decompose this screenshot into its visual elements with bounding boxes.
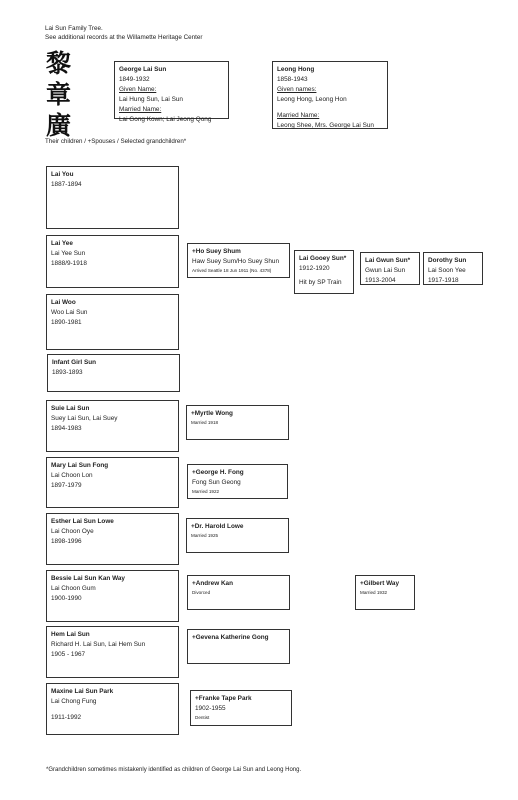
spouse-dates: 1902-1955 bbox=[195, 705, 226, 712]
mother-married: Leong Shee, Mrs. George Lai Sun bbox=[277, 122, 374, 129]
child-alt-name: Woo Lai Sun bbox=[51, 309, 88, 316]
child-name: Mary Lai Sun Fong bbox=[51, 462, 109, 469]
spouse-note: Arrived Seattle 18 Jun 1911 (No. 4378) bbox=[192, 268, 272, 273]
child-name: Esther Lai Sun Lowe bbox=[51, 518, 114, 525]
child-card bbox=[46, 166, 179, 229]
grandchild-alt-name: Gwun Lai Sun bbox=[365, 267, 406, 274]
document-header bbox=[45, 24, 203, 43]
child-name: Suie Lai Sun bbox=[51, 405, 90, 412]
child-alt-name: Richard H. Lai Sun, Lai Hem Sun bbox=[51, 641, 146, 648]
spouse-alt-name: Haw Suey Sum/Ho Suey Shun bbox=[192, 258, 280, 265]
mother-given: Leong Hong, Leong Hon bbox=[277, 96, 347, 103]
spouse-card bbox=[186, 518, 289, 553]
footnote: *Grandchildren sometimes mistakenly identified as children of George Lai Sun and Leong Hong. bbox=[46, 767, 302, 773]
spouse-card bbox=[187, 243, 290, 278]
child-dates: 1887-1894 bbox=[51, 181, 82, 188]
chinese-char-3: 廣 bbox=[46, 111, 72, 140]
child-alt-name: Lai Chong Fung bbox=[51, 698, 97, 705]
father-dates: 1849-1932 bbox=[119, 76, 150, 83]
child-card bbox=[46, 400, 179, 452]
legend-subtitle: Their children / +Spouses / Selected grandchildren* bbox=[45, 138, 187, 145]
child-alt-name: Lai Choon Oye bbox=[51, 528, 94, 535]
child-dates: 1900-1990 bbox=[51, 595, 82, 602]
child-card bbox=[47, 354, 180, 392]
child-dates: 1893-1893 bbox=[52, 369, 83, 376]
child-alt-name: Lai Yee Sun bbox=[51, 250, 86, 257]
grandchild-card bbox=[423, 252, 483, 285]
child-dates: 1894-1983 bbox=[51, 425, 82, 432]
child-card bbox=[46, 626, 179, 678]
child-alt-name: Suey Lai Sun, Lai Suey bbox=[51, 415, 118, 422]
child-alt-name: Lai Choon Gum bbox=[51, 585, 96, 592]
father-name: George Lai Sun bbox=[119, 66, 167, 73]
child-name: Hem Lai Sun bbox=[51, 631, 90, 638]
chinese-name bbox=[46, 48, 71, 141]
grandchild-card bbox=[360, 252, 420, 285]
grandchild-note: Hit by SP Train bbox=[299, 279, 342, 286]
child-dates: 1888/9-1918 bbox=[51, 260, 87, 267]
spouse-card bbox=[187, 575, 290, 610]
father-married: Lai Gong Kown; Lai Jeong Qong bbox=[119, 116, 212, 123]
spouse-name: +George H. Fong bbox=[192, 469, 244, 476]
child-card bbox=[46, 294, 179, 350]
spouse-name: +Gevena Katherine Gong bbox=[192, 634, 269, 641]
child-card bbox=[46, 457, 179, 508]
spouse-note: Married 1918 bbox=[191, 420, 219, 425]
spouse-note: Divorced bbox=[192, 590, 211, 595]
grandchild-name: Lai Gooey Sun* bbox=[299, 255, 347, 262]
spouse-card bbox=[187, 629, 290, 664]
child-card bbox=[46, 570, 179, 622]
spouse-card bbox=[355, 575, 415, 610]
grandchild-dates: 1917-1918 bbox=[428, 277, 459, 284]
child-alt-name: Lai Choon Lon bbox=[51, 472, 93, 479]
spouse-name: +Gilbert Way bbox=[360, 580, 400, 587]
spouse-note: Married 1932 bbox=[360, 590, 388, 595]
child-name: Lai Woo bbox=[51, 299, 76, 306]
child-dates: 1890-1981 bbox=[51, 319, 82, 326]
father-given: Lai Hung Sun, Lai Sun bbox=[119, 96, 183, 103]
grandchild-alt-name: Lai Soon Yee bbox=[428, 267, 466, 274]
spouse-name: +Franke Tape Park bbox=[195, 695, 252, 702]
spouse-note: Married 1922 bbox=[192, 489, 220, 494]
header-note: See additional records at the Willamette Heritage Center bbox=[45, 34, 203, 42]
grandchild-name: Dorothy Sun bbox=[428, 257, 467, 264]
spouse-note: Dentist bbox=[195, 715, 210, 720]
child-card bbox=[46, 513, 179, 565]
child-dates: 1911-1992 bbox=[51, 714, 82, 721]
spouse-name: +Ho Suey Shum bbox=[192, 248, 241, 255]
father-given-label: Given Name: bbox=[119, 86, 157, 93]
grandchild-dates: 1913-2004 bbox=[365, 277, 396, 284]
child-dates: 1898-1996 bbox=[51, 538, 82, 545]
spouse-note: Married 1925 bbox=[191, 533, 219, 538]
grandchild-card bbox=[294, 250, 354, 294]
spouse-card bbox=[186, 405, 289, 440]
child-name: Bessie Lai Sun Kan Way bbox=[51, 575, 125, 582]
father-married-label: Married Name: bbox=[119, 106, 162, 113]
child-dates: 1897-1979 bbox=[51, 482, 82, 489]
mother-given-label: Given names: bbox=[277, 86, 317, 93]
mother-name: Leong Hong bbox=[277, 66, 315, 73]
grandchild-name: Lai Gwun Sun* bbox=[365, 257, 411, 264]
child-name: Lai You bbox=[51, 171, 74, 178]
child-name: Lai Yee bbox=[51, 240, 73, 247]
grandchild-dates: 1912-1920 bbox=[299, 265, 330, 272]
spouse-card bbox=[187, 464, 288, 499]
spouse-alt-name: Fong Sun Geong bbox=[192, 479, 241, 486]
spouse-card bbox=[190, 690, 292, 726]
spouse-name: +Andrew Kan bbox=[192, 580, 234, 587]
chinese-char-2: 章 bbox=[46, 80, 72, 109]
mother-card bbox=[272, 61, 388, 129]
spouse-name: +Myrtle Wong bbox=[191, 410, 233, 417]
spouse-name: +Dr. Harold Lowe bbox=[191, 523, 244, 530]
child-name: Maxine Lai Sun Park bbox=[51, 688, 114, 695]
header-title: Lai Sun Family Tree. bbox=[45, 25, 103, 32]
father-card bbox=[114, 61, 229, 123]
child-card bbox=[46, 683, 179, 735]
child-name: Infant Girl Sun bbox=[52, 359, 97, 366]
mother-married-label: Married Name: bbox=[277, 112, 320, 119]
child-card bbox=[46, 235, 179, 288]
chinese-char-1: 黎 bbox=[46, 49, 72, 78]
child-dates: 1905 - 1967 bbox=[51, 651, 86, 658]
mother-dates: 1858-1943 bbox=[277, 76, 308, 83]
